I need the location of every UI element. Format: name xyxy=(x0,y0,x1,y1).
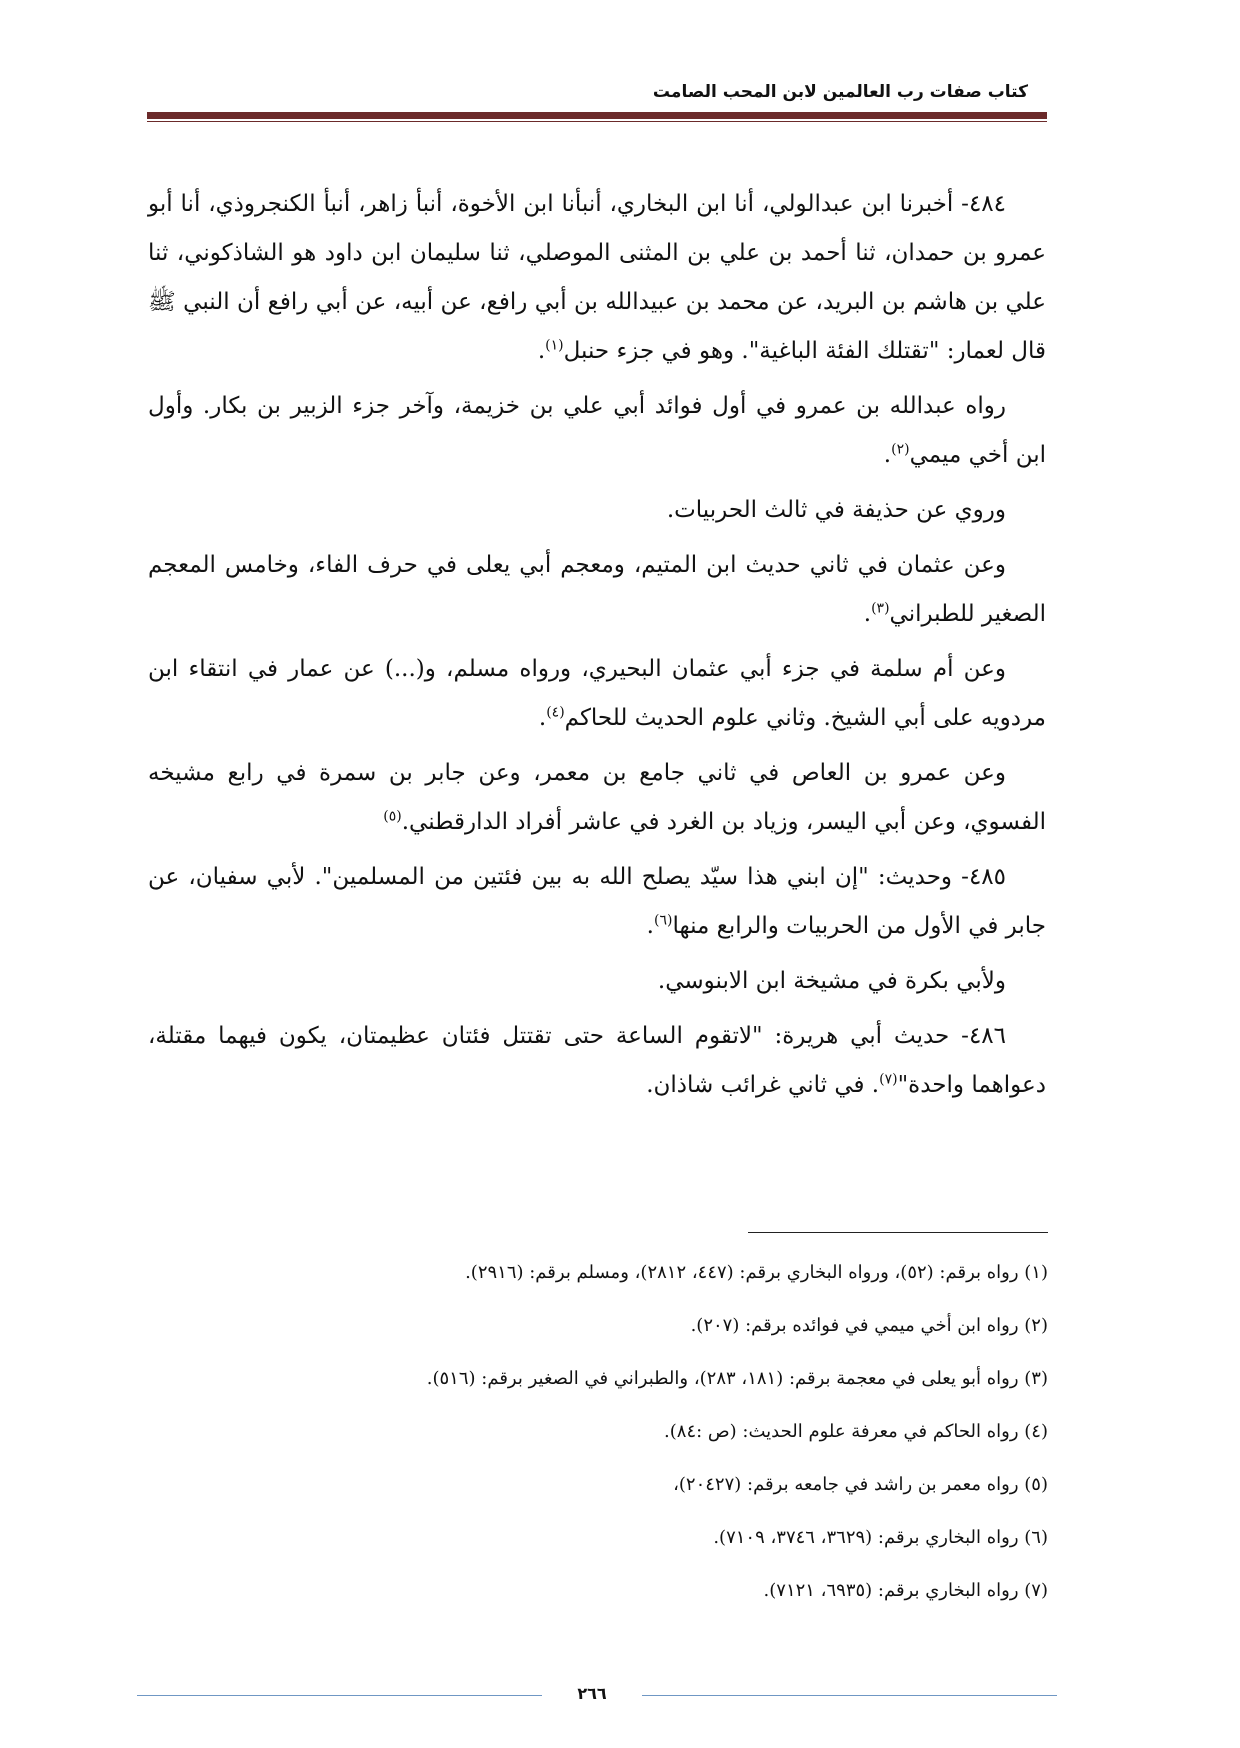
header-rule-thin xyxy=(147,121,1047,122)
footnote-4: (٤) رواه الحاكم في معرفة علوم الحديث: (ص :٨٤). xyxy=(664,1421,1048,1442)
paragraph: وعن أم سلمة في جزء أبي عثمان البحيري، ورواه مسلم، و(...) عن عمار في انتقاء ابن مردويه على أبي الشيخ. وثاني علوم الحديث للحاكم$^{(٤)}$. xyxy=(148,656,1046,731)
paragraph-485: ٤٨٥- وحديث: "إن ابني هذا سيّد يصلح الله به بين فئتين من المسلمين". لأبي سفيان، عن جابر في الأول من الحربيات والرابع منها$^{(٦)}$. xyxy=(148,864,1046,939)
footnote-ref: (٧) xyxy=(879,1071,898,1088)
footnote-ref: (٦) xyxy=(653,912,673,929)
page-number: ٢٦٦ xyxy=(577,1684,607,1703)
footnote-ref: (٥) xyxy=(383,808,402,825)
paragraph: وعن عمرو بن العاص في ثاني جامع بن معمر، وعن جابر بن سمرة في رابع مشيخه الفسوي، وعن أبي اليسر، وزياد بن الغرد في عاشر أفراد الدارقطني.$^{(٥)}$ xyxy=(148,760,1046,835)
footnote-2: (٢) رواه ابن أخي ميمي في فوائده برقم: (٢٠٧). xyxy=(690,1315,1048,1336)
paragraph: رواه عبدالله بن عمرو في أول فوائد أبي علي بن خزيمة، وآخر جزء الزبير بن بكار. وأول ابن أخي ميمي$^{(٢)}$. xyxy=(148,393,1046,468)
paragraph-486: ٤٨٦- حديث أبي هريرة: "لاتقوم الساعة حتى تقتتل فئتان عظيمتان، يكون فيهما مقتلة، دعواهما واحدة"$^{(٧)}$. في ثاني غرائب شاذان. xyxy=(148,1023,1046,1098)
footer-rule-right xyxy=(642,1695,1057,1696)
footnotes xyxy=(188,1246,1048,1617)
paragraph: ولأبي بكرة في مشيخة ابن الابنوسي. xyxy=(657,968,1006,994)
footnote-3: (٣) رواه أبو يعلى في معجمة برقم: (١٨١، ٢٨٣)، والطبراني في الصغير برقم: (٥١٦). xyxy=(426,1368,1048,1389)
footnote-1: (١) رواه برقم: (٥٢)، ورواه البخاري برقم: (٤٤٧، ٢٨١٢)، ومسلم برقم: (٢٩١٦). xyxy=(465,1262,1048,1283)
header-rule xyxy=(147,112,1047,119)
footnote-5: (٥) رواه معمر بن راشد في جامعه برقم: (٢٠٤٢٧)، xyxy=(673,1474,1048,1495)
running-header-title: كتاب صفات رب العالمين لابن المحب الصامت xyxy=(652,82,1028,102)
paragraph-484: ٤٨٤- أخبرنا ابن عبدالولي، أنا ابن البخاري، أنبأنا ابن الأخوة، أنبأ زاهر، أنبأ الكنجروذي، أنا أبو عمرو بن حمدان، ثنا أحمد بن علي بن المثنى الموصلي، ثنا سليمان ابن داود هو الشاذكوني، ثنا علي بن هاشم بن البريد، عن محمد بن عبيدالله بن أبي رافع، عن أبيه، عن أبي رافع أن النبي ﷺ قال لعمار: "تقتلك الفئة الباغية". وهو في جزء حنبل$^{(١)}$. xyxy=(148,191,1046,364)
paragraph: وروي عن حذيفة في ثالث الحربيات. xyxy=(666,497,1006,523)
main-text xyxy=(148,180,1046,1116)
footnote-separator xyxy=(748,1232,1048,1233)
footnote-ref: (٣) xyxy=(871,600,890,617)
footer-rule-left xyxy=(137,1695,542,1696)
footnote-6: (٦) رواه البخاري برقم: (٣٦٢٩، ٣٧٤٦، ٧١٠٩). xyxy=(713,1527,1048,1548)
footnote-ref: (٢) xyxy=(891,441,910,458)
footnote-ref: (١) xyxy=(545,337,564,354)
footnote-ref: (٤) xyxy=(546,704,565,721)
footnote-7: (٧) رواه البخاري برقم: (٦٩٣٥، ٧١٢١). xyxy=(763,1580,1048,1601)
paragraph: وعن عثمان في ثاني حديث ابن المتيم، ومعجم أبي يعلى في حرف الفاء، وخامس المعجم الصغير للطبراني$^{(٣)}$. xyxy=(148,552,1046,627)
